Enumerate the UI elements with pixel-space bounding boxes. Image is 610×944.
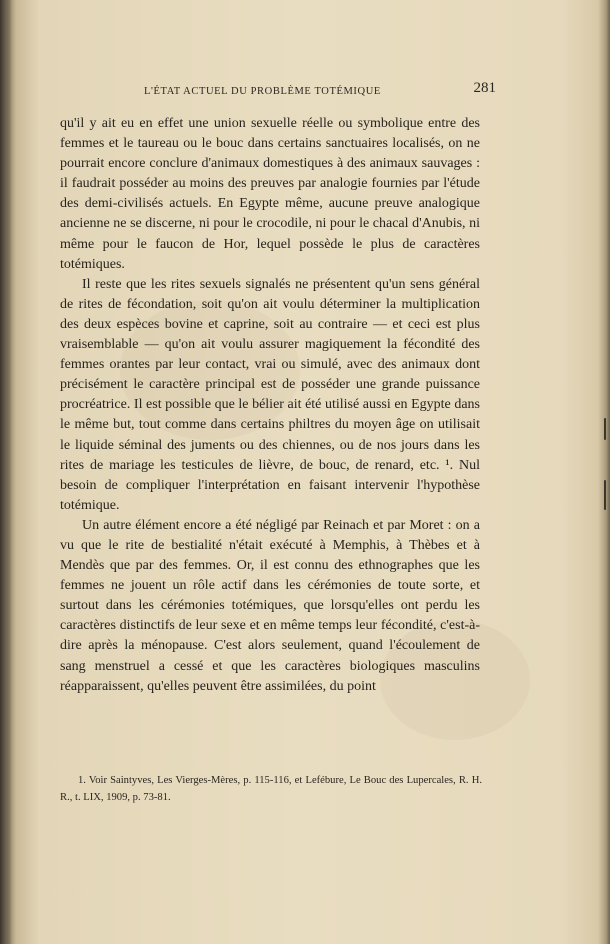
- page-number: 281: [473, 80, 496, 96]
- running-head: [60, 80, 496, 100]
- body-text: [60, 114, 480, 697]
- paragraph: Il reste que les rites sexuels signalés ne présentent qu'un sens général de rites de fécondation, soit qu'on ait voulu déterminer la multiplication des deux espèces bovine et caprine, soit au contraire — et ceci est plus vraisemblable — qu'on ait voulu assurer magiquement la fécondité des femmes orantes par leur contact, vrai ou simulé, avec des animaux dont précisément le caractère principal est de posséder une grande puissance procréatrice. Il est possible que le bélier ait été utilisé aussi en Egypte dans le même but, tout comme dans certains philtres du moyen âge on utilisait le liquide séminal des juments ou des chiennes, ou de nos jours dans les rites de mariage les testicules de lièvre, de bouc, de renard, etc. ¹. Nul besoin de compliquer l'interprétation en faisant intervenir l'hypothèse totémique.: [60, 276, 480, 513]
- footnote-text: Voir Saintyves, Les Vierges-Mères, p. 115-116, et Lefébure, Le Bouc des Lupercales, R. H. R., t. LIX, 1909, p. 73-81.: [60, 775, 482, 803]
- paragraph: Un autre élément encore a été négligé par Reinach et par Moret : on a vu que le rite de bestialité n'était exécuté à Memphis, à Thèbes et à Mendès que par des femmes. Or, il est connu des ethnographes que les femmes ne jouent un rôle actif dans les cérémonies de toute sorte, et surtout dans les cérémonies totémiques, que lorsqu'elles ont perdu les caractères distinctifs de leur sexe et en même temps leur fécondité, c'est-à-dire après la ménopause. C'est alors seulement, quand l'écoulement de sang menstruel a cessé et que les caractères biologiques masculins réapparaissent, qu'elles peuvent être assimilées, du point: [60, 517, 480, 694]
- page-edge-marks: [600, 0, 610, 944]
- book-spine-shadow: [0, 0, 12, 944]
- running-title: L'ÉTAT ACTUEL DU PROBLÈME TOTÉMIQUE: [144, 86, 381, 97]
- paragraph: qu'il y ait eu en effet une union sexuelle réelle ou symbolique entre des femmes et le taureau ou le bouc dans certains sanctuaires localisés, on ne pourrait encore conclure d'animaux domestiques à des animaux sauvages : il faudrait posséder au moins des preuves par analogie fournies par l'étude des demi-civilisés actuels. En Egypte même, aucune preuve analogique ancienne ne se discerne, ni pour le crocodile, ni pour le chacal d'Anubis, ni même pour le faucon de Hor, lequel possède le plus de caractères totémiques.: [60, 116, 480, 272]
- footnote-marker: 1.: [78, 775, 86, 786]
- edge-mark: [604, 480, 606, 510]
- edge-mark: [604, 418, 606, 440]
- footnote-entry: [60, 772, 482, 806]
- footnote: [60, 772, 482, 806]
